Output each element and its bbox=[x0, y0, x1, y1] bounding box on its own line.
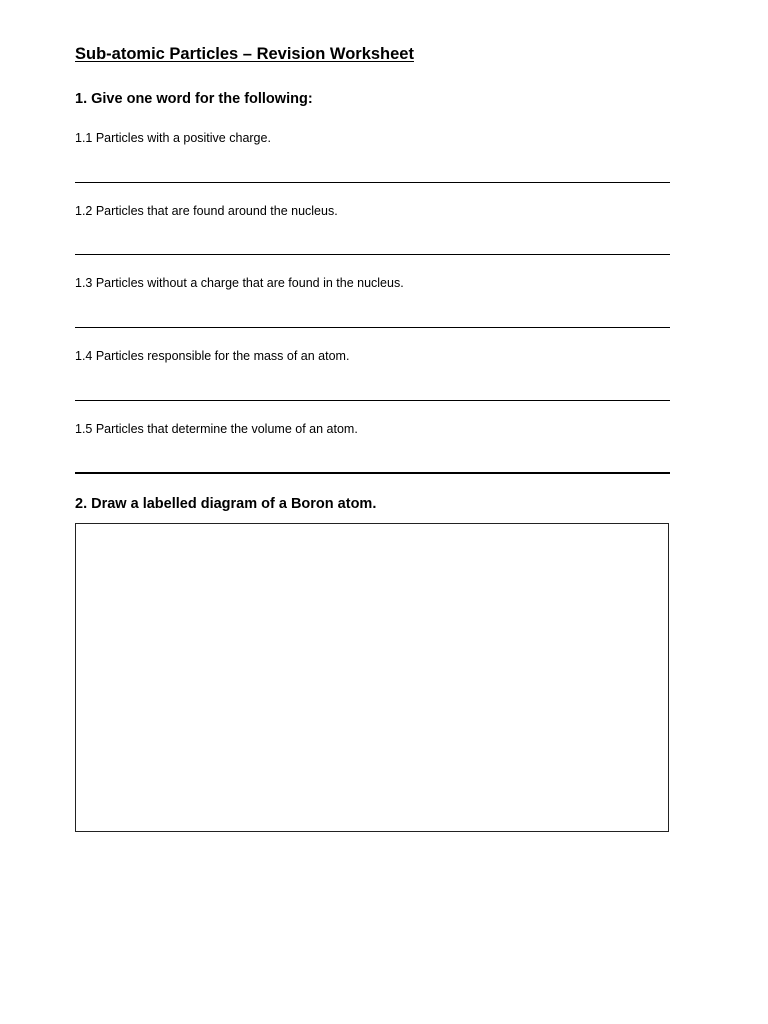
section-1-heading: 1. Give one word for the following: bbox=[75, 91, 313, 107]
answer-line-1-4[interactable] bbox=[75, 400, 670, 401]
question-1-4: 1.4 Particles responsible for the mass of an atom. bbox=[75, 349, 350, 363]
section-2-heading: 2. Draw a labelled diagram of a Boron atom. bbox=[75, 496, 377, 512]
answer-line-1-5[interactable] bbox=[75, 472, 670, 474]
diagram-drawing-box[interactable] bbox=[75, 523, 669, 832]
question-1-1: 1.1 Particles with a positive charge. bbox=[75, 131, 271, 145]
answer-line-1-1[interactable] bbox=[75, 182, 670, 183]
question-1-3: 1.3 Particles without a charge that are found in the nucleus. bbox=[75, 276, 404, 290]
answer-line-1-2[interactable] bbox=[75, 254, 670, 255]
question-1-5: 1.5 Particles that determine the volume of an atom. bbox=[75, 422, 358, 436]
answer-line-1-3[interactable] bbox=[75, 327, 670, 328]
question-1-2: 1.2 Particles that are found around the nucleus. bbox=[75, 204, 338, 218]
worksheet-title: Sub-atomic Particles – Revision Worksheet bbox=[75, 45, 414, 63]
